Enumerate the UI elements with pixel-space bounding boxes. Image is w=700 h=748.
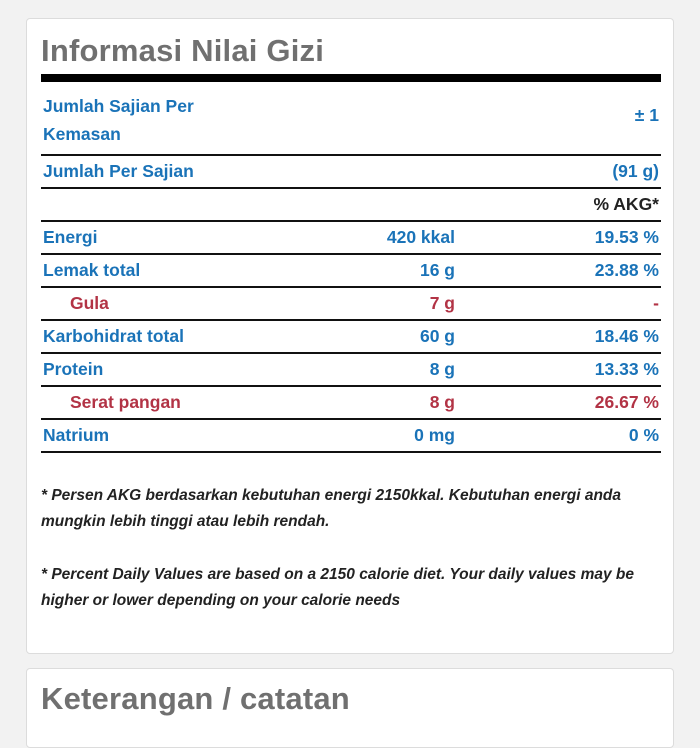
title-divider bbox=[41, 74, 661, 82]
nutrient-label: Serat pangan bbox=[70, 392, 181, 412]
nutrient-percent: 0 % bbox=[628, 425, 659, 445]
nutrient-percent: 19.53 % bbox=[594, 227, 659, 247]
nutrient-percent: 13.33 % bbox=[594, 359, 659, 379]
nutrient-row-energi bbox=[41, 222, 661, 255]
akg-footnote-indonesian: * Persen AKG berdasarkan kebutuhan energi 2150kkal. Kebutuhan energi anda mungkin lebih tinggi atau lebih rendah. bbox=[41, 487, 622, 530]
nutrient-row-karbohidrat-total bbox=[41, 321, 661, 354]
nutrient-percent: 18.46 % bbox=[594, 326, 659, 346]
nutrient-amount: 420 kkal bbox=[386, 227, 455, 247]
nutrition-facts-card bbox=[26, 18, 674, 654]
servings-per-pack-label: Jumlah Sajian Per Kemasan bbox=[43, 96, 194, 144]
nutrient-percent: 26.67 % bbox=[594, 392, 659, 412]
nutrient-amount: 8 g bbox=[429, 359, 455, 379]
serving-size-value: (91 g) bbox=[612, 161, 659, 181]
nutrient-row-protein bbox=[41, 354, 661, 387]
akg-header: % AKG* bbox=[593, 194, 659, 214]
nutrient-label: Karbohidrat total bbox=[43, 326, 184, 346]
nutrient-row-lemak-total bbox=[41, 255, 661, 288]
serving-size-label: Jumlah Per Sajian bbox=[43, 161, 194, 181]
nutrition-table bbox=[41, 82, 661, 453]
nutrient-amount: 16 g bbox=[419, 260, 455, 280]
nutrient-amount: 60 g bbox=[419, 326, 455, 346]
akg-header-row bbox=[41, 189, 661, 222]
nutrient-amount: 0 mg bbox=[414, 425, 455, 445]
nutrient-row-natrium bbox=[41, 420, 661, 453]
serving-size-row bbox=[41, 156, 661, 189]
nutrient-label: Gula bbox=[70, 293, 109, 313]
nutrient-label: Natrium bbox=[43, 425, 110, 445]
nutrient-percent: 23.88 % bbox=[594, 260, 659, 280]
nutrient-amount: 7 g bbox=[429, 293, 455, 313]
servings-per-pack-value: ± 1 bbox=[634, 105, 659, 125]
nutrient-label: Lemak total bbox=[43, 260, 141, 280]
nutrient-label: Protein bbox=[43, 359, 104, 379]
dv-footnote-english: * Percent Daily Values are based on a 2150 calorie diet. Your daily values may be higher or lower depending on your calorie needs bbox=[41, 566, 635, 609]
notes-card bbox=[26, 668, 674, 748]
nutrient-row-gula bbox=[41, 288, 661, 321]
nutrient-label: Energi bbox=[43, 227, 98, 247]
notes-title: Keterangan / catatan bbox=[41, 681, 350, 716]
nutrient-row-serat-pangan bbox=[41, 387, 661, 420]
servings-per-pack-row bbox=[41, 82, 661, 156]
nutrition-title: Informasi Nilai Gizi bbox=[41, 33, 325, 68]
nutrient-amount: 8 g bbox=[429, 392, 455, 412]
nutrient-percent: - bbox=[653, 293, 659, 313]
